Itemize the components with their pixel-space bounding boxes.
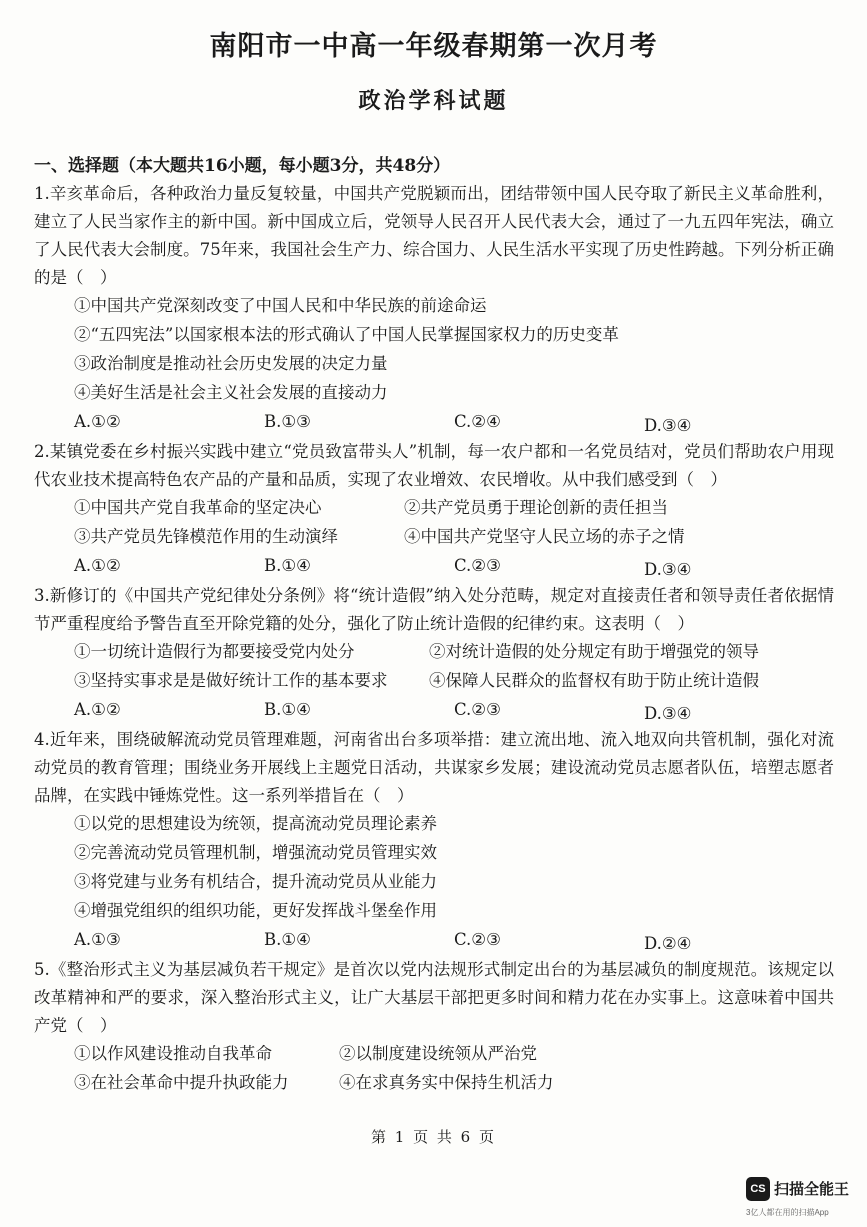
statement-row xyxy=(34,1040,834,1069)
statement: ③政治制度是推动社会历史发展的决定力量 xyxy=(74,354,388,373)
answer-option-d: D.③④ xyxy=(644,704,692,723)
answer-option-d: D.③④ xyxy=(644,560,692,579)
question-1 xyxy=(34,180,834,438)
answer-options xyxy=(34,696,834,726)
question-stem: 5.《整治形式主义为基层减负若干规定》是首次以党内法规形式制定出台的为基层减负的制度规范。该规定以改革精神和严的要求，深入整治形式主义，让广大基层干部把更多时间和精力花在办实事上。这意味着中国共产党（ ） xyxy=(34,960,834,1035)
answer-options xyxy=(34,926,834,956)
watermark-tagline: 3亿人都在用的扫描App xyxy=(746,1208,829,1217)
answer-option-d: D.②④ xyxy=(644,934,692,953)
answer-option-b: B.①④ xyxy=(264,700,311,719)
statement: ③将党建与业务有机结合，提升流动党员从业能力 xyxy=(74,872,437,891)
question-3 xyxy=(34,582,834,726)
answer-option-a: A.①② xyxy=(74,412,121,431)
camscanner-logo-icon: CS xyxy=(746,1177,770,1201)
statement-row xyxy=(34,494,834,523)
statement: ①以党的思想建设为统领，提高流动党员理论素养 xyxy=(74,814,437,833)
statement: ④保障人民群众的监督权有助于防止统计造假 xyxy=(429,671,759,690)
statement: ①中国共产党自我革命的坚定决心 xyxy=(74,498,322,517)
answer-option-a: A.①② xyxy=(74,556,121,575)
question-stem: 3.新修订的《中国共产党纪律处分条例》将“统计造假”纳入处分范畴，规定对直接责任者和领导责任者依据情节严重程度给予警告直至开除党籍的处分，强化了防止统计造假的纪律约束。这表明（ ） xyxy=(34,586,834,633)
answer-option-a: A.①② xyxy=(74,700,121,719)
answer-option-a: A.①③ xyxy=(74,930,121,949)
answer-option-c: C.②④ xyxy=(454,412,501,431)
question-stem: 4.近年来，围绕破解流动党员管理难题，河南省出台多项举措：建立流出地、流入地双向共管机制，强化对流动党员的教育管理；围绕业务开展线上主题党日活动，共谋家乡发展；建设流动党员志愿者队伍，培塑志愿者品牌，在实践中锤炼党性。这一系列举措旨在（ ） xyxy=(34,730,834,805)
statement: ④增强党组织的组织功能，更好发挥战斗堡垒作用 xyxy=(74,901,437,920)
statement: ④在求真务实中保持生机活力 xyxy=(339,1073,554,1092)
statement: ③在社会革命中提升执政能力 xyxy=(74,1073,289,1092)
statement: ②完善流动党员管理机制，增强流动党员管理实效 xyxy=(74,843,437,862)
watermark-app-name: 扫描全能王 xyxy=(774,1181,850,1198)
statement: ②对统计造假的处分规定有助于增强党的领导 xyxy=(429,642,759,661)
statement: ③坚持实事求是是做好统计工作的基本要求 xyxy=(74,671,388,690)
answer-option-c: C.②③ xyxy=(454,556,501,575)
answer-options xyxy=(34,408,834,438)
statement-row xyxy=(34,667,834,696)
answer-option-b: B.①④ xyxy=(264,556,311,575)
answer-option-c: C.②③ xyxy=(454,700,501,719)
statement: ④美好生活是社会主义社会发展的直接动力 xyxy=(74,383,388,402)
answer-option-b: B.①④ xyxy=(264,930,311,949)
statement: ②“五四宪法”以国家根本法的形式确认了中国人民掌握国家权力的历史变革 xyxy=(74,325,619,344)
question-stem: 1.辛亥革命后，各种政治力量反复较量，中国共产党脱颖而出，团结带领中国人民夺取了新民主义革命胜利，建立了人民当家作主的新中国。新中国成立后，党领导人民召开人民代表大会，通过了一九五四年宪法，确立了人民代表大会制度。75年来，我国社会生产力、综合国力、人民生活水平实现了历史性跨越。下列分析正确的是（ ） xyxy=(34,184,834,287)
statement: ②以制度建设统领从严治党 xyxy=(339,1044,537,1063)
answer-option-b: B.①③ xyxy=(264,412,311,431)
statement: ④中国共产党坚守人民立场的赤子之情 xyxy=(404,527,685,546)
question-5 xyxy=(34,956,834,1098)
statement: ②共产党员勇于理论创新的责任担当 xyxy=(404,498,668,517)
answer-options xyxy=(34,552,834,582)
page-title: 南阳市一中高一年级春期第一次月考 xyxy=(209,31,658,62)
question-4 xyxy=(34,726,834,956)
question-2 xyxy=(34,438,834,582)
statement: ①一切统计造假行为都要接受党内处分 xyxy=(74,642,355,661)
statement: ③共产党员先锋模范作用的生动演绎 xyxy=(74,527,338,546)
question-stem: 2.某镇党委在乡村振兴实践中建立“党员致富带头人”机制，每一农户都和一名党员结对，党员们帮助农户用现代农业技术提高特色农产品的产量和品质，实现了农业增效、农民增收。从中我们感受到（ ） xyxy=(34,442,834,489)
answer-option-d: D.③④ xyxy=(644,416,692,435)
page-number: 第 1 页 共 6 页 xyxy=(371,1128,496,1146)
page-subtitle: 政治学科试题 xyxy=(358,88,509,114)
answer-option-c: C.②③ xyxy=(454,930,501,949)
statement-row xyxy=(34,638,834,667)
statement-row xyxy=(34,523,834,552)
statement: ①中国共产党深刻改变了中国人民和中华民族的前途命运 xyxy=(74,296,487,315)
exam-content xyxy=(34,152,834,1098)
statement-row xyxy=(34,1069,834,1098)
section-heading: 一、选择题（本大题共16小题，每小题3分，共48分） xyxy=(34,156,451,176)
statement: ①以作风建设推动自我革命 xyxy=(74,1044,272,1063)
scanner-watermark xyxy=(746,1177,861,1221)
